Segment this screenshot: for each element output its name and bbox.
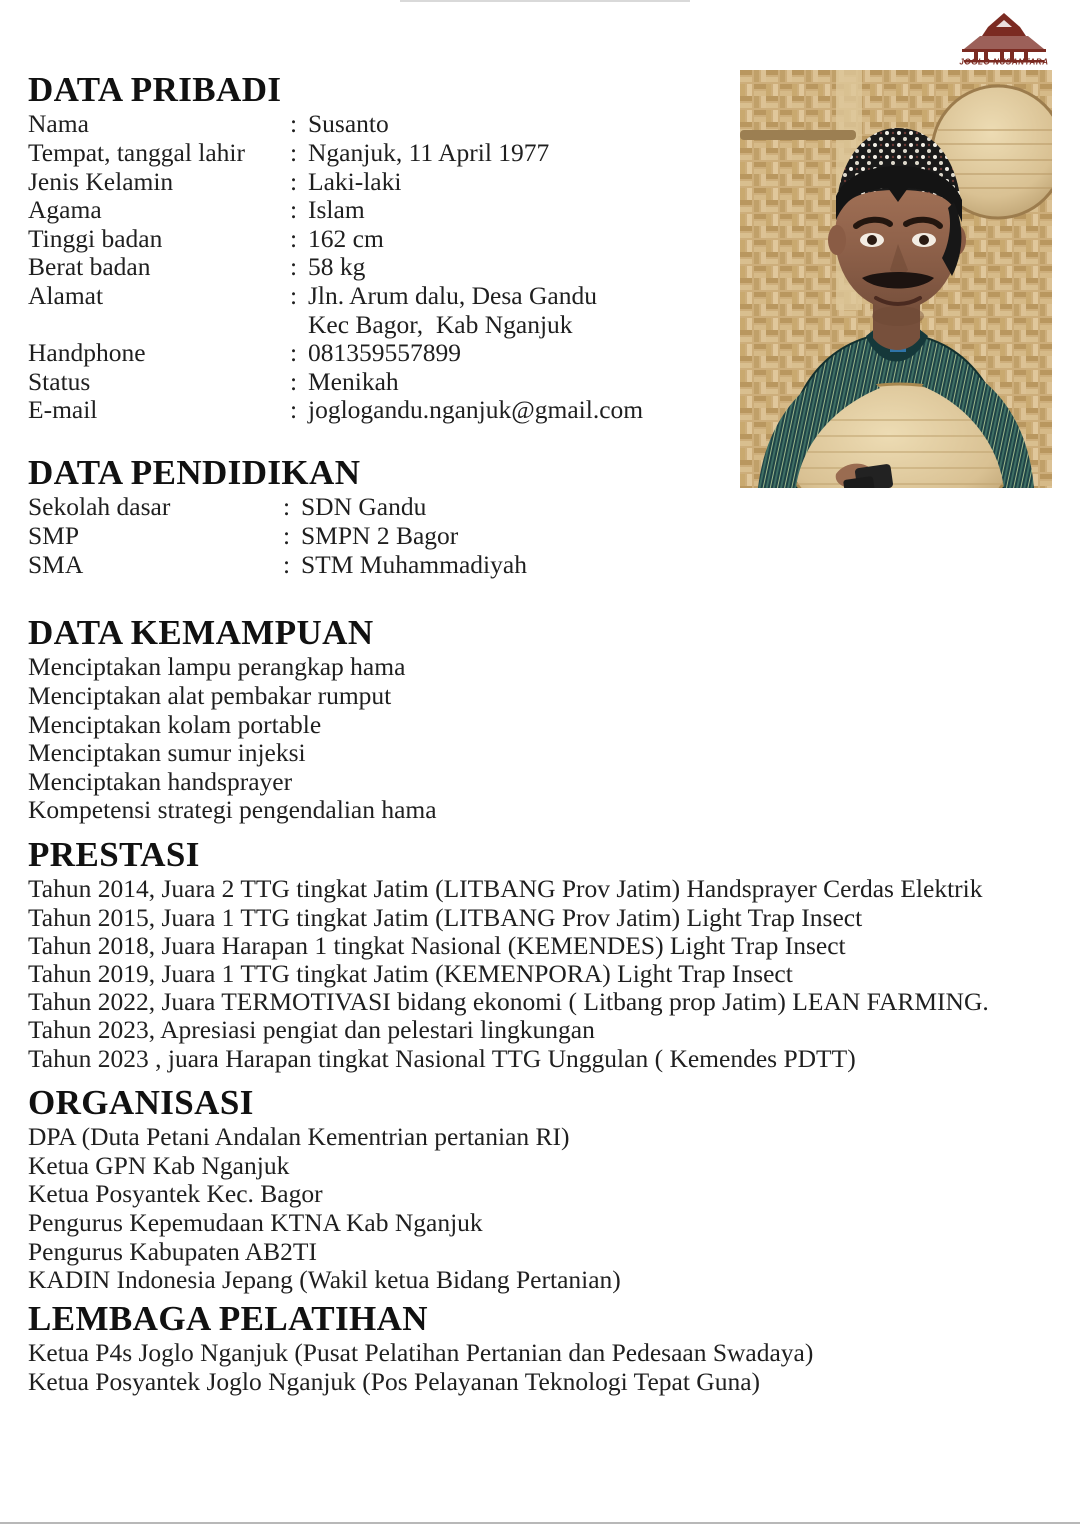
section-skills (28, 615, 1058, 825)
row-label: Status (28, 366, 91, 396)
organization-item: Ketua GPN Kab Nganjuk (28, 1150, 290, 1180)
row-separator: : (290, 366, 298, 396)
row-value: Islam (308, 195, 365, 225)
section-title-education: DATA PENDIDIKAN (28, 452, 361, 492)
row-value: Laki-laki (308, 166, 402, 196)
row-label: SMA (28, 549, 84, 579)
row-value: SDN Gandu (301, 492, 427, 522)
organization-item: Pengurus Kepemudaan KTNA Kab Nganjuk (28, 1208, 483, 1238)
row-label: Sekolah dasar (28, 492, 171, 522)
education-row (28, 551, 1058, 580)
skill-item: Menciptakan sumur injeksi (28, 738, 306, 768)
row-separator: : (283, 492, 291, 522)
cv-content (28, 72, 1058, 1396)
skill-item: Menciptakan alat pembakar rumput (28, 681, 392, 711)
achievement-item: Tahun 2018, Juara Harapan 1 tingkat Nasional (KEMENDES) Light Trap Insect (28, 930, 846, 960)
achievement-item: Tahun 2015, Juara 1 TTG tingkat Jatim (LITBANG Prov Jatim) Light Trap Insect (28, 902, 863, 932)
achievement-item: Tahun 2023, Apresiasi pengiat dan pelestari lingkungan (28, 1015, 595, 1045)
achievement-item: Tahun 2014, Juara 2 TTG tingkat Jatim (LITBANG Prov Jatim) Handsprayer Cerdas Elektrik (28, 874, 983, 904)
row-label: Nama (28, 109, 89, 139)
row-value: joglogandu.nganjuk@gmail.com (308, 395, 644, 425)
row-value: STM Muhammadiyah (301, 549, 527, 579)
section-title-skills: DATA KEMAMPUAN (28, 613, 374, 653)
personal-row (28, 339, 1058, 368)
row-value: Nganjuk, 11 April 1977 (308, 137, 550, 167)
personal-row (28, 110, 1058, 139)
row-label: Berat badan (28, 252, 151, 282)
row-value: Menikah (308, 366, 399, 396)
education-row (28, 522, 1058, 551)
row-separator: : (283, 549, 291, 579)
row-label: Tinggi badan (28, 223, 163, 253)
row-value: Susanto (308, 109, 389, 139)
row-separator: : (290, 137, 298, 167)
personal-row (28, 196, 1058, 225)
personal-row (28, 368, 1058, 397)
row-value: 081359557899 (308, 338, 461, 368)
row-label: Agama (28, 195, 102, 225)
row-separator: : (290, 195, 298, 225)
row-label: SMP (28, 520, 80, 550)
section-title-training: LEMBAGA PELATIHAN (28, 1298, 428, 1338)
row-separator: : (290, 166, 298, 196)
personal-row (28, 139, 1058, 168)
personal-row (28, 282, 1058, 311)
organization-item: KADIN Indonesia Jepang (Wakil ketua Bidang Pertanian) (28, 1265, 621, 1295)
row-label (28, 311, 290, 340)
row-value: Kec Bagor, Kab Nganjuk (308, 309, 573, 339)
personal-row (28, 253, 1058, 282)
skill-item: Menciptakan handsprayer (28, 766, 293, 796)
skill-item: Menciptakan kolam portable (28, 709, 322, 739)
row-separator: : (290, 223, 298, 253)
row-label: Handphone (28, 338, 146, 368)
row-label: E-mail (28, 395, 98, 425)
training-item: Ketua Posyantek Joglo Nganjuk (Pos Pelayanan Teknologi Tepat Guna) (28, 1366, 761, 1396)
education-row (28, 493, 1058, 522)
achievement-item: Tahun 2019, Juara 1 TTG tingkat Jatim (KEMENPORA) Light Trap Insect (28, 959, 793, 989)
row-label: Tempat, tanggal lahir (28, 137, 246, 167)
skill-item: Menciptakan lampu perangkap hama (28, 652, 406, 682)
skill-item: Kompetensi strategi pengendalian hama (28, 795, 437, 825)
row-value: 162 cm (308, 223, 384, 253)
page-top-edge (400, 0, 690, 2)
section-title-achievements: PRESTASI (28, 835, 200, 875)
row-value: SMPN 2 Bagor (301, 520, 459, 550)
row-separator: : (290, 395, 298, 425)
personal-row-continuation (28, 311, 1058, 340)
personal-row (28, 396, 1058, 425)
section-training-institution (28, 1298, 1058, 1397)
row-label: Alamat (28, 280, 104, 310)
row-label: Jenis Kelamin (28, 166, 174, 196)
row-separator: : (290, 338, 298, 368)
row-separator: : (290, 252, 298, 282)
row-value: 58 kg (308, 252, 366, 282)
section-organization (28, 1082, 1058, 1295)
row-separator: : (290, 109, 298, 139)
training-item: Ketua P4s Joglo Nganjuk (Pusat Pelatihan Pertanian dan Pedesaan Swadaya) (28, 1338, 814, 1368)
personal-row (28, 225, 1058, 254)
organization-item: DPA (Duta Petani Andalan Kementrian pertanian RI) (28, 1122, 570, 1152)
row-separator: : (283, 520, 291, 550)
achievement-item: Tahun 2022, Juara TERMOTIVASI bidang ekonomi ( Litbang prop Jatim) LEAN FARMING. (28, 987, 989, 1017)
row-value: Jln. Arum dalu, Desa Gandu (308, 280, 597, 310)
section-achievements (28, 837, 1058, 1073)
achievement-item: Tahun 2023 , juara Harapan tingkat Nasional TTG Unggulan ( Kemendes PDTT) (28, 1043, 856, 1073)
joglo-nusantara-logo (950, 8, 1058, 66)
row-separator: : (290, 280, 298, 310)
logo-text: JOGLO NUSANTARA (959, 57, 1049, 66)
organization-item: Ketua Posyantek Kec. Bagor (28, 1179, 323, 1209)
section-title-personal: DATA PRIBADI (28, 70, 282, 109)
section-education (28, 452, 1058, 579)
section-title-organization: ORGANISASI (28, 1082, 254, 1122)
section-personal-data (28, 72, 1058, 425)
organization-item: Pengurus Kabupaten AB2TI (28, 1236, 317, 1266)
personal-row (28, 168, 1058, 197)
